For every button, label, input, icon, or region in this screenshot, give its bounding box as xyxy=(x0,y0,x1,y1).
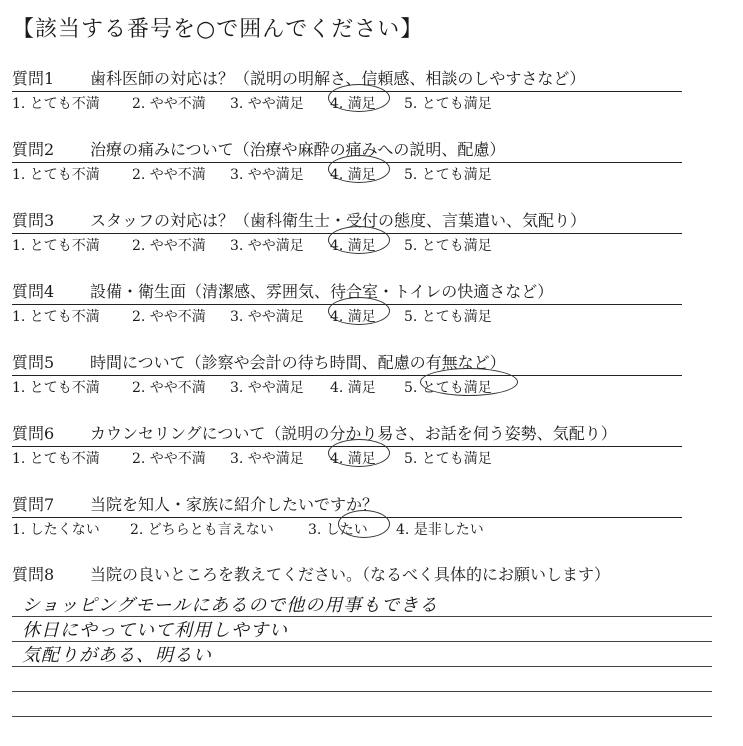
selection-circle xyxy=(328,84,390,112)
question-label: 質問1 xyxy=(12,69,55,88)
question-text: スタッフの対応は？（歯科衛生士・受付の態度、言葉遣い、気配り） xyxy=(90,211,587,230)
question-3 xyxy=(12,206,682,256)
option-4[interactable]: 4. 満足 xyxy=(330,238,376,254)
answer-area[interactable] xyxy=(12,592,712,717)
option-1[interactable]: 1. したくない xyxy=(12,522,100,538)
selection-circle xyxy=(338,510,390,538)
answer-line[interactable] xyxy=(12,592,712,617)
option-row xyxy=(12,374,682,398)
option-row xyxy=(12,161,682,185)
question-6 xyxy=(12,419,682,469)
question-text: 時間について（診察や会計の待ち時間、配慮の有無など） xyxy=(90,353,506,372)
option-row xyxy=(12,303,682,327)
question-label: 質問7 xyxy=(12,495,55,514)
option-4[interactable]: 4. 満足 xyxy=(330,167,376,183)
question-5 xyxy=(12,348,682,398)
selection-circle xyxy=(328,155,390,183)
option-2[interactable]: 2. やや不満 xyxy=(132,167,206,183)
question-text: 治療の痛みについて（治療や麻酔の痛みへの説明、配慮） xyxy=(90,140,506,159)
option-1[interactable]: 1. とても不満 xyxy=(12,238,100,254)
question-4 xyxy=(12,277,682,327)
option-3[interactable]: 3. やや満足 xyxy=(230,238,304,254)
option-1[interactable]: 1. とても不満 xyxy=(12,167,100,183)
question-text: 当院を知人・家族に紹介したいですか？ xyxy=(90,495,379,514)
option-5[interactable]: 5. とても満足 xyxy=(404,238,492,254)
option-3[interactable]: 3. やや満足 xyxy=(230,167,304,183)
option-2[interactable]: 2. やや不満 xyxy=(132,96,206,112)
option-3[interactable]: 3. したい xyxy=(308,522,368,538)
selection-circle xyxy=(328,226,390,254)
option-3[interactable]: 3. やや満足 xyxy=(230,451,304,467)
question-8 xyxy=(12,560,682,586)
question-label: 質問4 xyxy=(12,282,55,301)
question-2 xyxy=(12,135,682,185)
option-5[interactable]: 5. とても満足 xyxy=(404,309,492,325)
question-1 xyxy=(12,64,682,114)
option-row xyxy=(12,232,682,256)
question-label: 質問3 xyxy=(12,211,55,230)
option-3[interactable]: 3. やや満足 xyxy=(230,96,304,112)
answer-line[interactable] xyxy=(12,692,712,717)
option-5[interactable]: 5. とても満足 xyxy=(404,451,492,467)
option-4[interactable]: 4. 満足 xyxy=(330,380,376,396)
question-text: 設備・衛生面（清潔感、雰囲気、待合室・トイレの快適さなど） xyxy=(90,282,554,301)
option-3[interactable]: 3. やや満足 xyxy=(230,380,304,396)
option-2[interactable]: 2. やや不満 xyxy=(132,380,206,396)
answer-line[interactable] xyxy=(12,617,712,642)
handwritten-answer: ショッピングモールにあるので他の用事もできる xyxy=(22,595,439,616)
handwritten-answer: 気配りがある、明るい xyxy=(22,645,212,666)
option-row xyxy=(12,90,682,114)
handwritten-answer: 休日にやっていて利用しやすい xyxy=(22,620,288,641)
answer-line[interactable] xyxy=(12,642,712,667)
option-1[interactable]: 1. とても不満 xyxy=(12,380,100,396)
question-label: 質問8 xyxy=(12,565,55,584)
option-2[interactable]: 2. やや不満 xyxy=(132,451,206,467)
selection-circle xyxy=(420,368,518,396)
question-label: 質問5 xyxy=(12,353,55,372)
option-5[interactable]: 5. とても満足 xyxy=(404,380,492,396)
option-5[interactable]: 5. とても満足 xyxy=(404,167,492,183)
selection-circle xyxy=(328,297,390,325)
question-label: 質問2 xyxy=(12,140,55,159)
option-4[interactable]: 4. 満足 xyxy=(330,309,376,325)
option-4[interactable]: 4. 満足 xyxy=(330,451,376,467)
answer-line[interactable] xyxy=(12,667,712,692)
question-text: 歯科医師の対応は？（説明の明解さ、信頼感、相談のしやすさなど） xyxy=(90,69,586,88)
option-1[interactable]: 1. とても不満 xyxy=(12,96,100,112)
option-1[interactable]: 1. とても不満 xyxy=(12,451,100,467)
option-4[interactable]: 4. 是非したい xyxy=(396,522,484,538)
question-text: カウンセリングについて（説明の分かり易さ、お話を伺う姿勢、気配り） xyxy=(90,424,617,443)
option-row xyxy=(12,516,682,540)
option-2[interactable]: 2. やや不満 xyxy=(132,309,206,325)
option-4[interactable]: 4. 満足 xyxy=(330,96,376,112)
option-2[interactable]: 2. どちらとも言えない xyxy=(130,522,274,538)
question-label: 質問6 xyxy=(12,424,55,443)
selection-circle xyxy=(328,439,390,467)
page-title: 【該当する番号を○で囲んでください】 xyxy=(12,17,424,42)
option-2[interactable]: 2. やや不満 xyxy=(132,238,206,254)
option-3[interactable]: 3. やや満足 xyxy=(230,309,304,325)
question-text: 当院の良いところを教えてください。（なるべく具体的にお願いします） xyxy=(90,565,611,584)
option-5[interactable]: 5. とても満足 xyxy=(404,96,492,112)
option-1[interactable]: 1. とても不満 xyxy=(12,309,100,325)
question-7 xyxy=(12,490,682,540)
option-row xyxy=(12,445,682,469)
